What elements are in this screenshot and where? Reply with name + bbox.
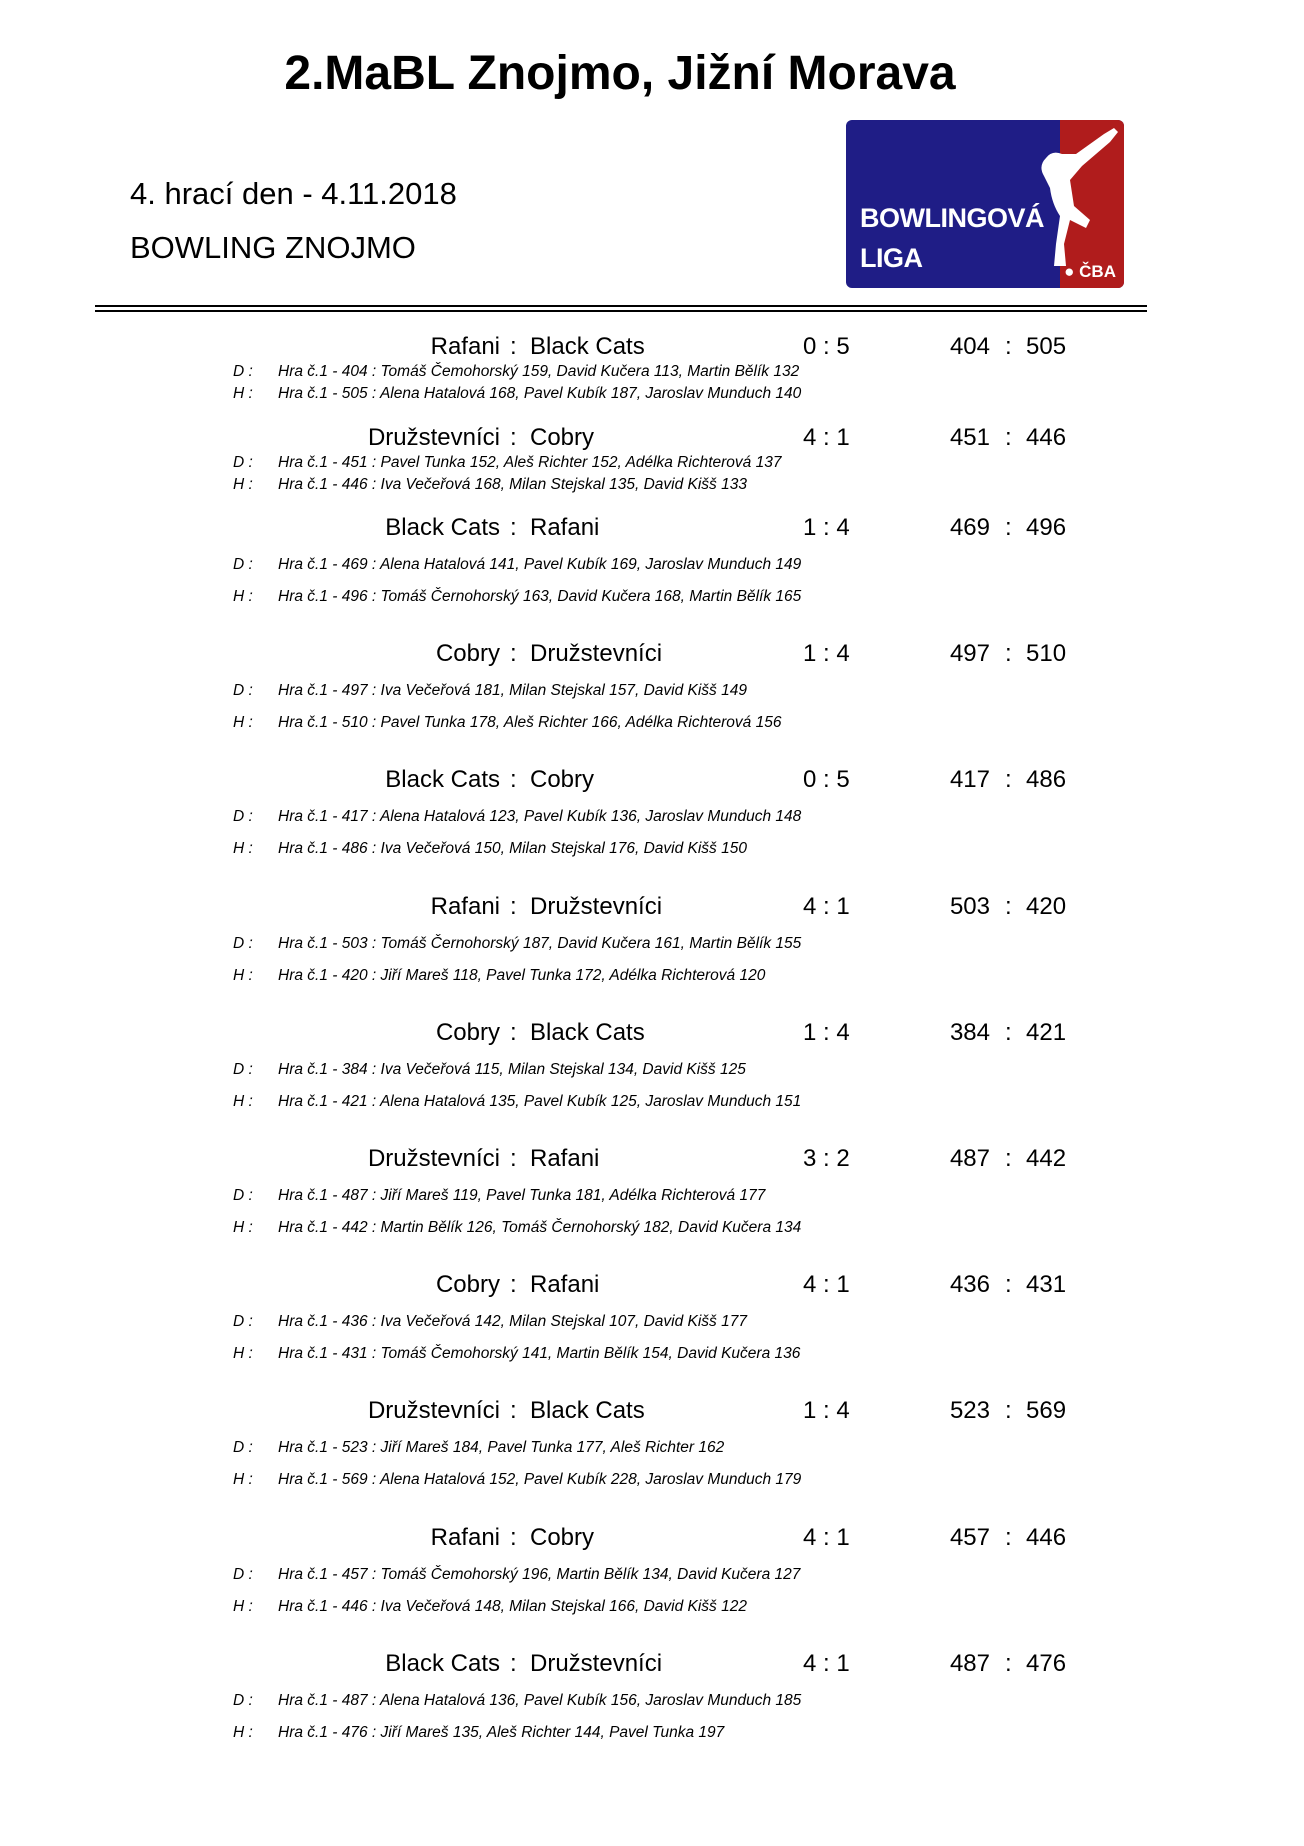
away-label: H : (233, 966, 253, 984)
away-team: Družstevníci (530, 1649, 663, 1677)
away-label: H : (233, 1092, 253, 1110)
logo-text-line1: BOWLINGOVÁ (860, 203, 1044, 233)
pins-separator: : (1005, 514, 1012, 541)
pins-separator: : (1005, 1145, 1012, 1172)
away-detail (233, 1598, 747, 1616)
home-team: Rafani (430, 333, 500, 360)
logo-text (860, 198, 1044, 278)
home-detail-text: Hra č.1 - 384 : Iva Večeřová 115, Milan Stejskal 134, David Kišš 125 (278, 1060, 746, 1078)
away-detail (233, 1219, 801, 1237)
pins-separator: : (1005, 1523, 1012, 1551)
home-detail-text: Hra č.1 - 487 : Alena Hatalová 136, Pavel Kubík 156, Jaroslav Munduch 185 (278, 1691, 802, 1709)
home-detail-text: Hra č.1 - 469 : Alena Hatalová 141, Pavel Kubík 169, Jaroslav Munduch 149 (278, 556, 802, 573)
home-label: D : (233, 1060, 253, 1078)
pins-home: 503 (949, 892, 990, 920)
round-date: 4. hrací den - 4.11.2018 (130, 176, 457, 211)
match-points: 4 : 1 (803, 1649, 850, 1677)
match-block (0, 1523, 1304, 1615)
away-label: H : (233, 1723, 253, 1741)
away-team: Rafani (530, 1145, 600, 1172)
home-detail-text: Hra č.1 - 487 : Jiří Mareš 119, Pavel Tunka 181, Adélka Richterová 177 (278, 1187, 766, 1204)
match-block (0, 1397, 1304, 1489)
home-detail-text: Hra č.1 - 503 : Tomáš Černohorský 187, David Kučera 161, Martin Bělík 155 (278, 934, 802, 952)
home-team: Cobry (435, 640, 500, 668)
match-block (0, 424, 1304, 493)
away-detail (233, 714, 781, 732)
home-team: Cobry (435, 1271, 500, 1299)
match-points: 1 : 4 (803, 640, 850, 668)
away-detail (233, 1093, 801, 1111)
pins-separator: : (1005, 892, 1012, 920)
divider (95, 310, 1147, 312)
divider (95, 305, 1147, 307)
team-separator: : (510, 1649, 517, 1677)
home-detail-text: Hra č.1 - 417 : Alena Hatalová 123, Pavel Kubík 136, Jaroslav Munduch 148 (278, 808, 802, 826)
away-detail-text: Hra č.1 - 420 : Jiří Mareš 118, Pavel Tunka 172, Adélka Richterová 120 (278, 966, 766, 984)
match-block (0, 1649, 1304, 1741)
pins-separator: : (1005, 1649, 1012, 1677)
home-detail (233, 1187, 765, 1205)
home-label: D : (233, 808, 253, 826)
match-points: 0 : 5 (803, 333, 850, 360)
pins-separator: : (1005, 766, 1012, 794)
away-detail-text: Hra č.1 - 510 : Pavel Tunka 178, Aleš Richter 166, Adélka Richterová 156 (278, 714, 782, 732)
away-detail-text: Hra č.1 - 421 : Alena Hatalová 135, Pavel Kubík 125, Jaroslav Munduch 151 (278, 1092, 802, 1110)
home-detail-text: Hra č.1 - 404 : Tomáš Čemohorský 159, David Kučera 113, Martin Bělík 132 (278, 363, 800, 380)
away-label: H : (233, 714, 253, 732)
team-separator: : (510, 1018, 517, 1046)
match-block (0, 640, 1304, 732)
home-detail-text: Hra č.1 - 497 : Iva Večeřová 181, Milan Stejskal 157, David Kišš 149 (278, 682, 747, 700)
pins-away: 486 (1026, 766, 1067, 794)
home-label: D : (233, 1565, 253, 1583)
pins-home: 487 (949, 1649, 990, 1677)
away-team: Black Cats (530, 1018, 645, 1046)
home-team: Rafani (430, 892, 500, 920)
home-detail (233, 454, 781, 472)
pins-away: 446 (1026, 1523, 1067, 1551)
pins-home: 404 (949, 333, 990, 360)
home-team: Black Cats (385, 1649, 500, 1677)
away-detail-text: Hra č.1 - 505 : Alena Hatalová 168, Pavel Kubík 187, Jaroslav Munduch 140 (278, 385, 802, 402)
away-detail (233, 1724, 724, 1742)
match-points: 3 : 2 (803, 1145, 850, 1172)
home-detail-text: Hra č.1 - 436 : Iva Večeřová 142, Milan Stejskal 107, David Kišš 177 (278, 1313, 747, 1331)
team-separator: : (510, 1397, 517, 1425)
home-detail (233, 1061, 746, 1079)
home-detail (233, 1692, 801, 1710)
logo-badge: ● ČBA (1064, 262, 1116, 281)
pins-away: 446 (1026, 424, 1067, 451)
logo-badge-text: ČBA (1079, 262, 1116, 281)
away-detail (233, 476, 747, 494)
home-detail-text: Hra č.1 - 457 : Tomáš Čemohorský 196, Martin Bělík 134, David Kučera 127 (278, 1565, 801, 1583)
home-team: Rafani (430, 1523, 500, 1551)
away-detail-text: Hra č.1 - 476 : Jiří Mareš 135, Aleš Richter 144, Pavel Tunka 197 (278, 1723, 725, 1741)
away-detail (233, 967, 765, 985)
pins-away: 510 (1026, 640, 1067, 668)
away-team: Rafani (530, 514, 600, 541)
away-detail-text: Hra č.1 - 446 : Iva Večeřová 168, Milan Stejskal 135, David Kišš 133 (278, 476, 747, 493)
away-team: Black Cats (530, 333, 645, 360)
team-separator: : (510, 514, 517, 541)
away-detail (233, 1471, 801, 1489)
team-separator: : (510, 766, 517, 794)
away-team: Družstevníci (530, 892, 663, 920)
home-label: D : (233, 1187, 253, 1204)
away-label: H : (233, 588, 253, 605)
away-label: H : (233, 1597, 253, 1615)
match-block (0, 514, 1304, 605)
pins-away: 431 (1026, 1271, 1067, 1299)
match-points: 1 : 4 (803, 1018, 850, 1046)
pins-away: 496 (1026, 514, 1067, 541)
home-label: D : (233, 363, 253, 380)
match-points: 0 : 5 (803, 766, 850, 794)
home-label: D : (233, 934, 253, 952)
match-points: 4 : 1 (803, 892, 850, 920)
pins-separator: : (1005, 640, 1012, 668)
pins-separator: : (1005, 1018, 1012, 1046)
pins-separator: : (1005, 1271, 1012, 1299)
match-block (0, 333, 1304, 402)
pins-away: 421 (1026, 1018, 1067, 1046)
home-detail (233, 1439, 724, 1457)
pins-away: 420 (1026, 892, 1067, 920)
team-separator: : (510, 424, 517, 451)
pins-away: 569 (1026, 1397, 1067, 1425)
pins-home: 384 (949, 1018, 990, 1046)
pins-separator: : (1005, 333, 1012, 360)
match-points: 1 : 4 (803, 514, 850, 541)
pins-home: 523 (949, 1397, 990, 1425)
home-detail (233, 1566, 800, 1584)
away-team: Cobry (530, 1523, 595, 1551)
pins-home: 451 (949, 424, 990, 451)
pins-home: 457 (949, 1523, 990, 1551)
away-detail (233, 1345, 800, 1363)
home-detail-text: Hra č.1 - 523 : Jiří Mareš 184, Pavel Tunka 177, Aleš Richter 162 (278, 1439, 725, 1457)
home-label: D : (233, 1439, 253, 1457)
away-detail (233, 385, 801, 403)
home-detail (233, 935, 801, 953)
pins-away: 442 (1026, 1145, 1067, 1172)
home-detail (233, 682, 747, 700)
away-detail-text: Hra č.1 - 446 : Iva Večeřová 148, Milan Stejskal 166, David Kišš 122 (278, 1597, 747, 1615)
match-block (0, 892, 1304, 984)
match-points: 4 : 1 (803, 1523, 850, 1551)
away-team: Rafani (530, 1271, 600, 1299)
team-separator: : (510, 892, 517, 920)
away-detail-text: Hra č.1 - 569 : Alena Hatalová 152, Pavel Kubík 228, Jaroslav Munduch 179 (278, 1471, 802, 1489)
home-team: Družstevníci (367, 1397, 500, 1425)
match-block (0, 1145, 1304, 1236)
home-team: Družstevníci (367, 1145, 500, 1172)
page-title: 2.MaBL Znojmo, Jižní Morava (284, 47, 956, 100)
pins-home: 497 (949, 640, 990, 668)
bowlingova-liga-logo (846, 120, 1124, 288)
venue: BOWLING ZNOJMO (130, 230, 416, 265)
away-team: Cobry (530, 766, 595, 794)
pins-separator: : (1005, 424, 1012, 451)
match-block (0, 766, 1304, 858)
logo-text-line2: LIGA (860, 243, 923, 273)
away-team: Družstevníci (530, 640, 663, 668)
match-block (0, 1271, 1304, 1363)
away-label: H : (233, 1471, 253, 1489)
away-detail (233, 840, 747, 858)
away-label: H : (233, 840, 253, 858)
team-separator: : (510, 640, 517, 668)
home-label: D : (233, 556, 253, 573)
pins-home: 469 (949, 514, 990, 541)
home-detail (233, 1313, 747, 1331)
away-detail-text: Hra č.1 - 442 : Martin Bělík 126, Tomáš Černohorský 182, David Kučera 134 (278, 1219, 802, 1236)
pins-separator: : (1005, 1397, 1012, 1425)
home-detail (233, 808, 801, 826)
team-separator: : (510, 1145, 517, 1172)
away-label: H : (233, 1219, 253, 1236)
home-team: Družstevníci (367, 424, 500, 451)
away-label: H : (233, 385, 253, 402)
pins-away: 476 (1026, 1649, 1067, 1677)
away-label: H : (233, 476, 253, 493)
match-points: 4 : 1 (803, 424, 850, 451)
home-label: D : (233, 1313, 253, 1331)
match-block (0, 1018, 1304, 1110)
away-team: Cobry (530, 424, 595, 451)
home-label: D : (233, 1691, 253, 1709)
pins-away: 505 (1026, 333, 1067, 360)
away-detail-text: Hra č.1 - 486 : Iva Večeřová 150, Milan Stejskal 176, David Kišš 150 (278, 840, 747, 858)
home-label: D : (233, 682, 253, 700)
home-team: Black Cats (385, 514, 500, 541)
home-team: Black Cats (385, 766, 500, 794)
away-detail-text: Hra č.1 - 496 : Tomáš Černohorský 163, David Kučera 168, Martin Bělík 165 (278, 588, 802, 605)
away-team: Black Cats (530, 1397, 645, 1425)
home-detail (233, 363, 799, 381)
home-team: Cobry (435, 1018, 500, 1046)
pins-home: 417 (949, 766, 990, 794)
pins-home: 436 (949, 1271, 990, 1299)
match-points: 4 : 1 (803, 1271, 850, 1299)
away-detail-text: Hra č.1 - 431 : Tomáš Čemohorský 141, Martin Bělík 154, David Kučera 136 (278, 1345, 801, 1363)
match-points: 1 : 4 (803, 1397, 850, 1425)
team-separator: : (510, 1523, 517, 1551)
away-detail (233, 588, 801, 606)
home-detail (233, 556, 801, 574)
team-separator: : (510, 333, 517, 360)
team-separator: : (510, 1271, 517, 1299)
home-detail-text: Hra č.1 - 451 : Pavel Tunka 152, Aleš Richter 152, Adélka Richterová 137 (278, 454, 782, 471)
home-label: D : (233, 454, 253, 471)
away-label: H : (233, 1345, 253, 1363)
pins-home: 487 (949, 1145, 990, 1172)
